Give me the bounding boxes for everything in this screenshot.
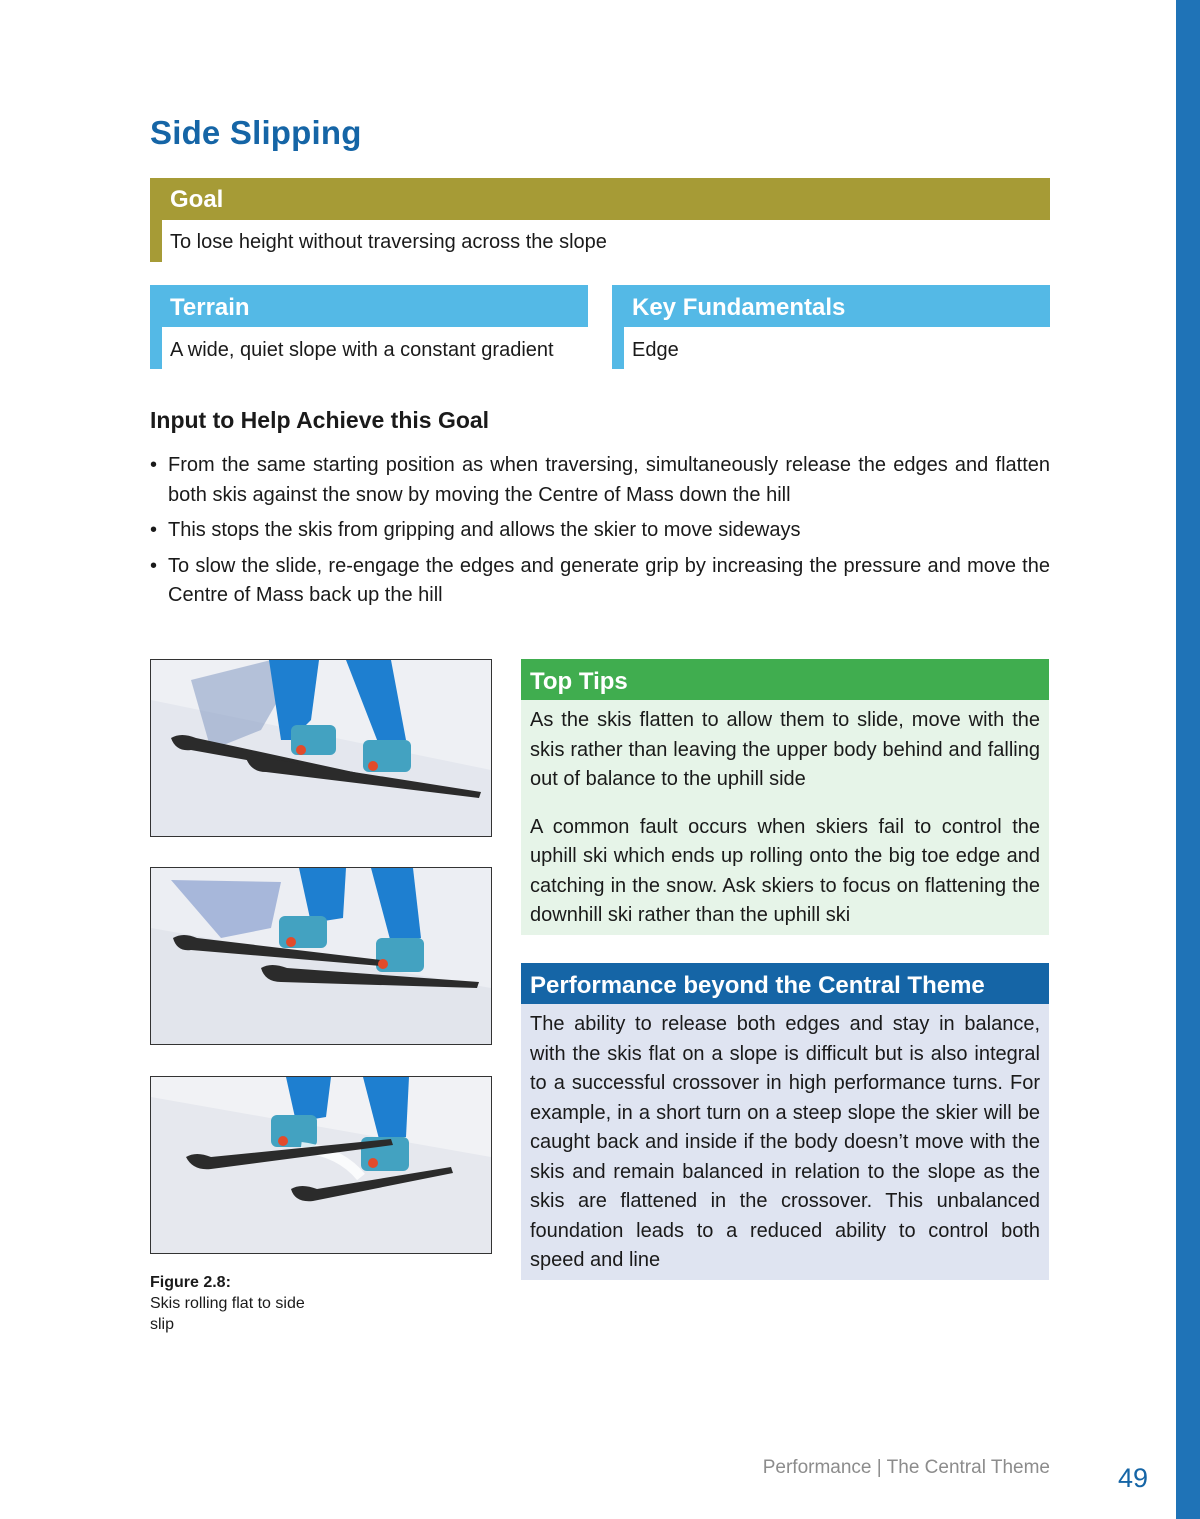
top-tips-body: [521, 700, 1049, 935]
terrain-text: A wide, quiet slope with a constant gradient: [150, 327, 588, 369]
performance-box: [521, 963, 1049, 1280]
key-fundamentals-heading: Key Fundamentals: [612, 285, 1050, 327]
ski-photo-3: [150, 1076, 492, 1254]
figure-caption: [150, 1272, 320, 1335]
footer-section-label: Performance | The Central Theme: [762, 1457, 1050, 1478]
goal-heading: Goal: [150, 178, 1050, 220]
ski-photo-1: [150, 659, 492, 837]
terrain-heading: Terrain: [150, 285, 588, 327]
bullet-item: • This stops the skis from gripping and allows the skier to move sideways: [150, 516, 1050, 546]
top-tips-heading: Top Tips: [521, 659, 1049, 700]
key-fundamentals-text: Edge: [612, 327, 1050, 369]
top-tips-paragraph: A common fault occurs when skiers fail to control the uphill ski which ends up rolling onto the big toe edge and catching in the snow. Ask skiers to focus on flattening the downhill ski rather than the uphill ski: [530, 815, 1040, 926]
performance-text: The ability to release both edges and stay in balance, with the skis flat on a slope is difficult but is also integral to a successful crossover in high performance turns. For example, in a short turn on a steep slope the skier will be caught back and inside if the body doesn’t move with the skis and remain balanced in relation to the slope as the skis are flattened in the crossover. This unbalanced foundation leads to a reduced ability to control both speed and line: [521, 1004, 1049, 1280]
goal-text: To lose height without traversing across the slope: [150, 220, 1050, 262]
bullet-item: • From the same starting position as when traversing, simultaneously release the edges and flatten both skis against the snow by moving the Centre of Mass down the hill: [150, 451, 1050, 510]
ski-photo-2: [150, 867, 492, 1045]
top-tips-box: [521, 659, 1049, 935]
terrain-box: [150, 285, 588, 369]
page-title: Side Slipping: [150, 114, 362, 151]
top-tips-paragraph: As the skis flatten to allow them to slide, move with the skis rather than leaving the upper body behind and falling out of balance to the uphill side: [530, 709, 1040, 790]
performance-heading: Performance beyond the Central Theme: [521, 963, 1049, 1004]
figure-caption-text: Skis rolling flat to side slip: [150, 1295, 305, 1333]
page-edge-bar: [1176, 0, 1200, 1519]
bullet-item: • To slow the slide, re-engage the edges and generate grip by increasing the pressure and move the Centre of Mass back up the hill: [150, 552, 1050, 611]
input-heading: Input to Help Achieve this Goal: [150, 407, 490, 433]
page-number: 49: [1118, 1463, 1149, 1493]
figure-label: Figure 2.8:: [150, 1274, 231, 1291]
key-fundamentals-box: [612, 285, 1050, 369]
input-bullet-list: [150, 451, 1050, 617]
goal-box: [150, 178, 1050, 262]
